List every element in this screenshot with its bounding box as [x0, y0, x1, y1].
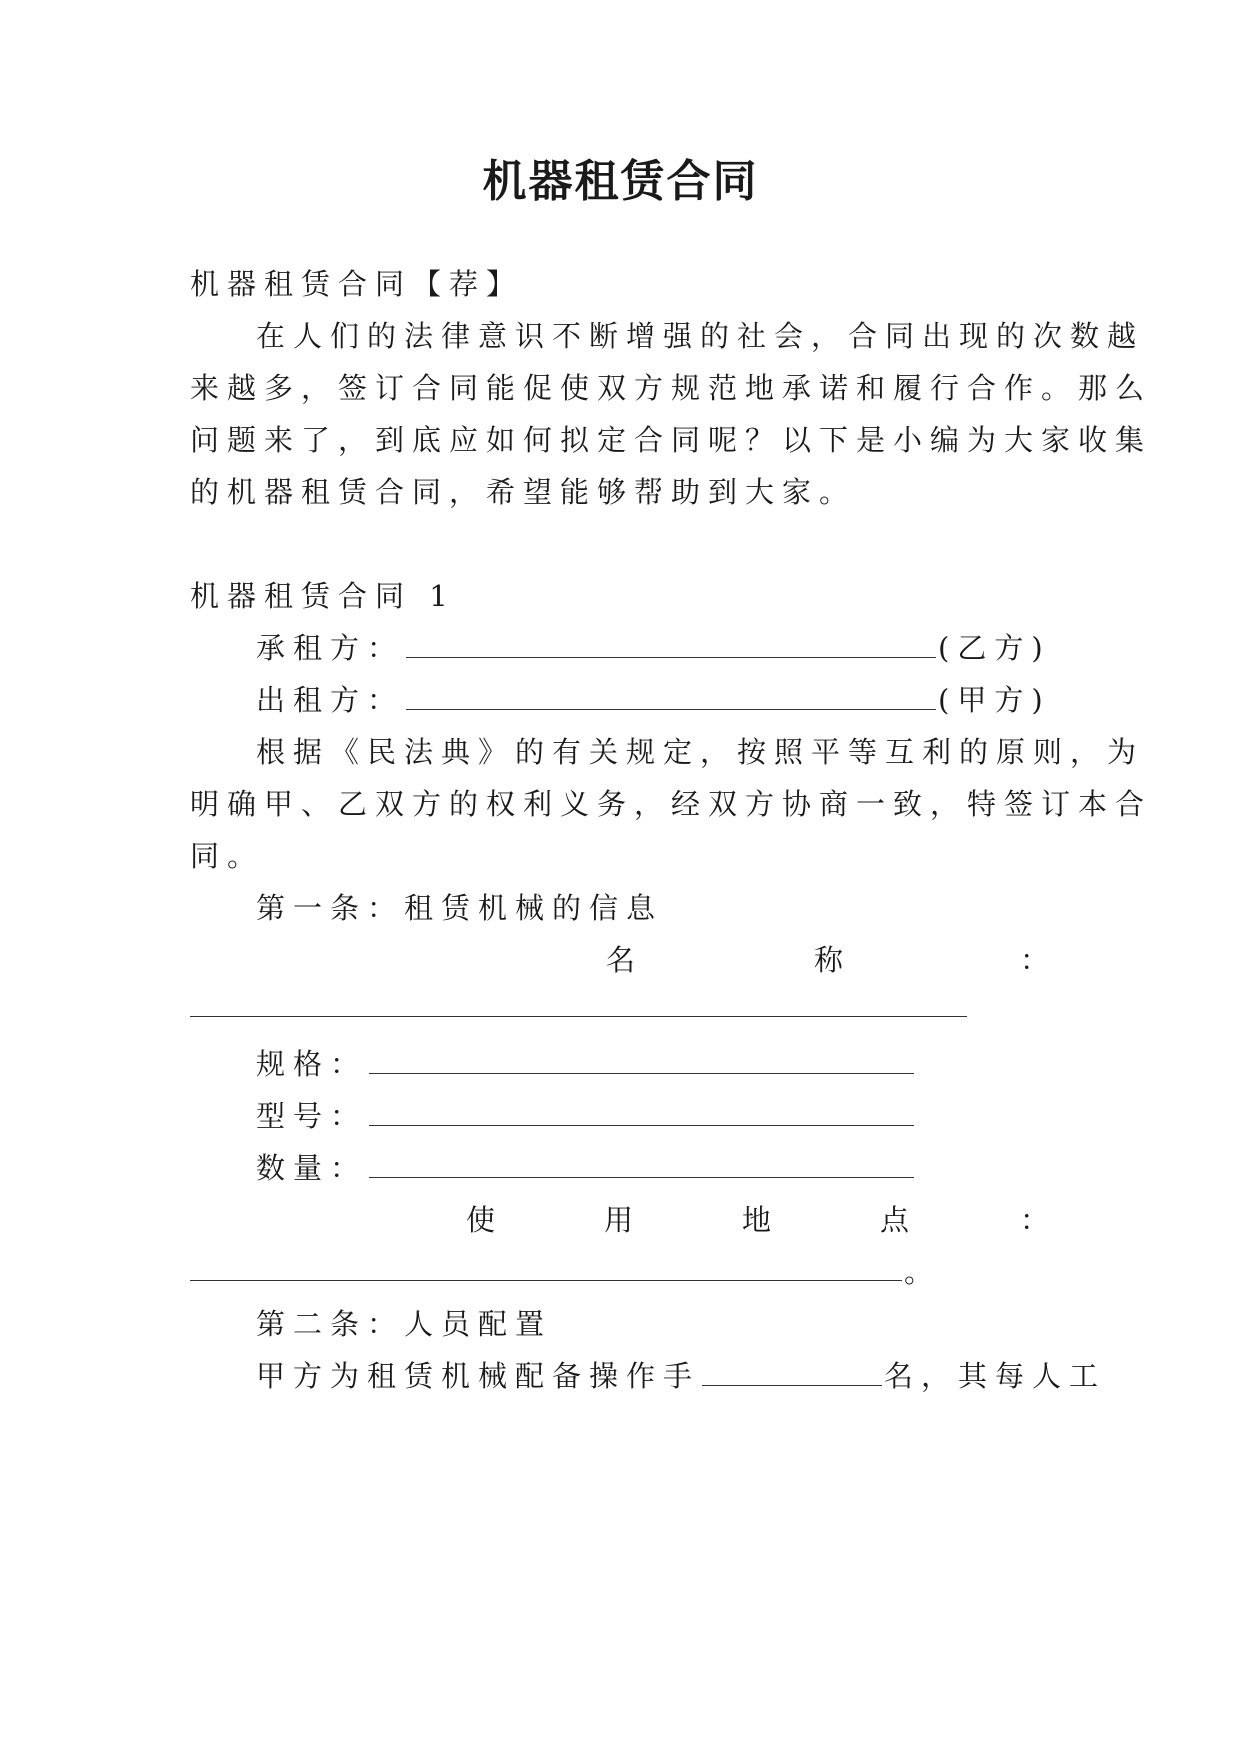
model-blank	[369, 1097, 914, 1126]
staff-line	[256, 1356, 1106, 1396]
document-title: 机器租赁合同	[482, 156, 759, 207]
lessor-label: 出租方：	[256, 683, 405, 717]
lessor-line	[256, 680, 1051, 720]
name-char-1: 名	[606, 943, 636, 977]
staff-suffix: 名，其每人工	[884, 1359, 1107, 1393]
name-field-label	[190, 940, 1050, 980]
contract-heading: 机器租赁合同 1	[190, 579, 456, 613]
name-char-2: 称	[814, 943, 844, 977]
lessee-blank	[406, 629, 936, 658]
name-char-colon: ：	[1020, 943, 1050, 977]
lessor-suffix: (甲方)	[938, 683, 1051, 717]
intro-heading: 机器租赁合同【荐】	[190, 267, 524, 301]
spec-line	[256, 1044, 916, 1084]
intro-line-1: 在人们的法律意识不断增强的社会，合同出现的次数越	[256, 319, 1145, 353]
qty-label: 数量：	[256, 1151, 368, 1185]
staff-prefix: 甲方为租赁机械配备操作手	[256, 1359, 701, 1393]
location-field-label	[190, 1200, 1050, 1240]
spec-blank	[369, 1045, 914, 1074]
qty-blank	[369, 1149, 914, 1178]
location-char-4: 点	[880, 1203, 910, 1237]
intro-line-4: 的机器租赁合同，希望能够帮助到大家。	[190, 475, 857, 509]
spec-label: 规格：	[256, 1047, 368, 1081]
basis-line-3: 同。	[190, 839, 265, 873]
location-char-colon: ：	[1020, 1203, 1050, 1237]
location-blank	[190, 1280, 902, 1281]
lessee-line	[256, 628, 1051, 668]
lessor-blank	[406, 681, 936, 710]
location-char-1: 使	[466, 1203, 496, 1237]
model-line	[256, 1096, 916, 1136]
qty-line	[256, 1148, 916, 1188]
intro-line-2: 来越多，签订合同能促使双方规范地承诺和履行合作。那么	[190, 371, 1153, 405]
basis-line-1: 根据《民法典》的有关规定，按照平等互利的原则，为	[256, 735, 1145, 769]
lessee-label: 承租方：	[256, 631, 405, 665]
intro-line-3: 问题来了，到底应如何拟定合同呢？以下是小编为大家收集	[190, 423, 1153, 457]
name-blank	[190, 1016, 967, 1017]
article-2-title: 第二条：人员配置	[256, 1307, 553, 1341]
model-label: 型号：	[256, 1099, 368, 1133]
staff-blank	[702, 1357, 882, 1386]
basis-line-2: 明确甲、乙双方的权利义务，经双方协商一致，特签订本合	[190, 787, 1153, 821]
location-end: 。	[904, 1255, 942, 1289]
article-1-title: 第一条：租赁机械的信息	[256, 891, 664, 925]
location-char-2: 用	[604, 1203, 634, 1237]
lessee-suffix: (乙方)	[938, 631, 1051, 665]
location-char-3: 地	[742, 1203, 772, 1237]
